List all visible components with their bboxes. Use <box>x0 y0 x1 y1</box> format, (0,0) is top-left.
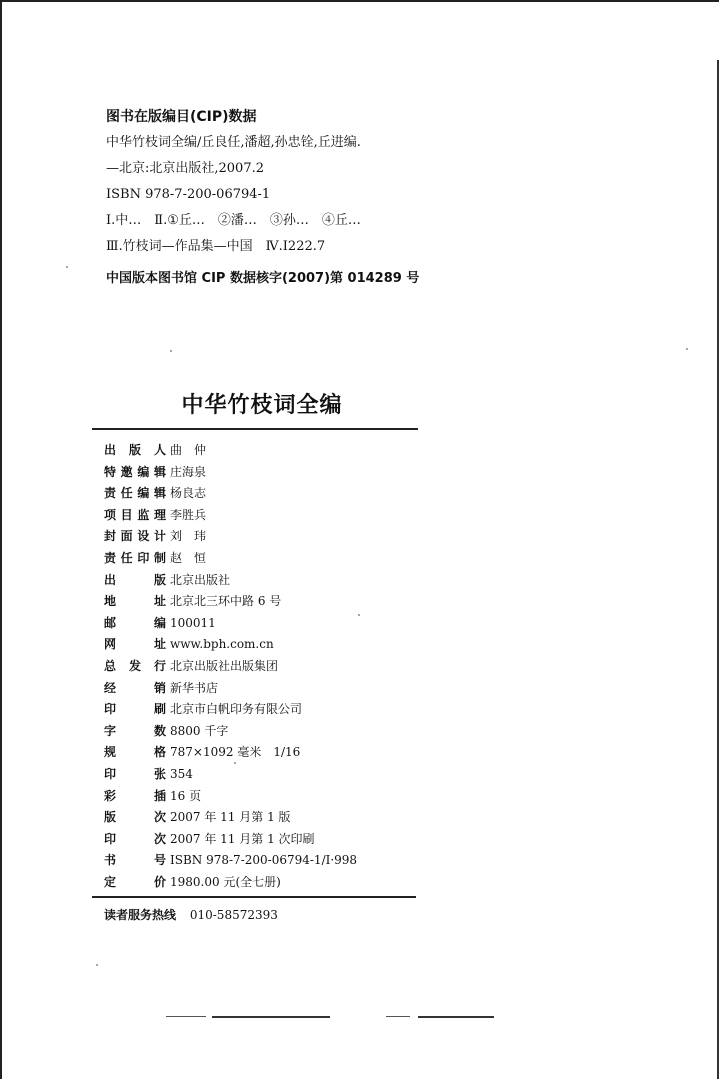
info-row <box>104 764 414 786</box>
info-label: 特 邀 编 辑 <box>104 464 166 479</box>
cip-record-number: 中国版本图书馆 CIP 数据核字(2007)第 014289 号 <box>106 271 420 286</box>
page-edge-top <box>0 0 719 2</box>
scan-speck <box>234 762 236 764</box>
scan-dash <box>212 1016 330 1018</box>
info-label: 定 价 <box>104 874 166 889</box>
info-value: 北京市白帆印务有限公司 <box>170 702 303 717</box>
info-label: 项 目 监 理 <box>104 507 166 522</box>
info-row <box>104 807 414 829</box>
info-row <box>104 570 414 592</box>
info-row <box>104 850 414 872</box>
info-value: 刘 玮 <box>170 529 207 544</box>
info-value: 2007 年 11 月第 1 版 <box>170 810 291 825</box>
info-value: 2007 年 11 月第 1 次印刷 <box>170 831 315 846</box>
info-row <box>104 462 414 484</box>
info-row <box>104 742 414 764</box>
scan-dash <box>418 1016 494 1018</box>
page-edge-left <box>0 0 2 1079</box>
scan-speck <box>358 614 360 616</box>
info-value: 新华书店 <box>170 680 219 695</box>
cip-block <box>106 104 466 292</box>
info-label: 出 版 人 <box>104 443 166 457</box>
info-row <box>104 591 414 613</box>
cip-line-isbn: ISBN 978-7-200-06794-1 <box>106 187 271 202</box>
info-row <box>104 505 414 527</box>
publication-info-table <box>104 440 414 893</box>
scan-dash <box>166 1016 206 1017</box>
info-label: 地 址 <box>104 594 166 609</box>
info-label: 字 数 <box>104 723 166 738</box>
info-row <box>104 721 414 743</box>
info-label: 印 刷 <box>104 702 166 717</box>
scan-speck <box>170 350 172 352</box>
info-value: 赵 恒 <box>170 550 207 565</box>
info-row <box>104 526 414 548</box>
info-label: 网 址 <box>104 637 166 652</box>
info-value: 787×1092 毫米 1/16 <box>170 745 301 760</box>
info-row <box>104 634 414 656</box>
info-value: 北京出版社 <box>170 572 231 587</box>
info-value: 100011 <box>170 615 216 630</box>
reader-hotline <box>104 906 278 923</box>
info-label: 版 次 <box>104 810 166 825</box>
info-value: 李胜兵 <box>170 507 207 522</box>
info-value: 北京北三环中路 6 号 <box>170 594 282 609</box>
info-label: 邮 编 <box>104 615 166 630</box>
info-row <box>104 548 414 570</box>
info-row <box>104 613 414 635</box>
info-label: 出 版 <box>104 572 166 587</box>
cip-line-editors: 中华竹枝词全编/丘良任,潘超,孙忠铨,丘进编. <box>106 135 361 150</box>
info-value: 16 页 <box>170 788 202 803</box>
info-label: 印 次 <box>104 831 166 846</box>
info-row <box>104 872 414 894</box>
info-label: 经 销 <box>104 680 166 695</box>
book-title: 中华竹枝词全编 <box>181 393 343 418</box>
info-label: 规 格 <box>104 745 166 760</box>
cip-line-index-1: Ⅰ.中… Ⅱ.①丘… ②潘… ③孙… ④丘… <box>106 213 361 228</box>
info-value: 8800 千字 <box>170 723 229 738</box>
info-value: 北京出版社出版集团 <box>170 658 279 673</box>
info-value: 杨良志 <box>170 486 207 501</box>
info-row <box>104 829 414 851</box>
info-value: 曲 仲 <box>170 443 207 457</box>
info-row <box>104 699 414 721</box>
info-value: ISBN 978-7-200-06794-1/I·998 <box>170 853 358 868</box>
hotline-label: 读者服务热线 <box>104 908 177 922</box>
info-value: 庄海泉 <box>170 464 207 479</box>
scan-speck <box>66 266 68 268</box>
info-label: 责 任 编 辑 <box>104 486 166 501</box>
scan-dash <box>386 1016 410 1017</box>
info-label: 责 任 印 制 <box>104 550 166 565</box>
top-rule <box>92 428 418 430</box>
info-value: www.bph.com.cn <box>170 637 274 652</box>
scan-speck <box>686 348 688 350</box>
info-row <box>104 656 414 678</box>
info-row <box>104 678 414 700</box>
info-row <box>104 483 414 505</box>
info-label: 封 面 设 计 <box>104 529 166 544</box>
cip-line-index-2: Ⅲ.竹枝词—作品集—中国 Ⅳ.I222.7 <box>106 239 326 254</box>
cip-line-publisher: —北京:北京出版社,2007.2 <box>106 161 264 176</box>
info-value: 1980.00 元(全七册) <box>170 874 281 889</box>
info-label: 总 发 行 <box>104 658 166 673</box>
info-row <box>104 440 414 462</box>
info-label: 彩 插 <box>104 788 166 803</box>
info-label: 书 号 <box>104 853 166 868</box>
cip-title: 图书在版编目(CIP)数据 <box>106 109 257 125</box>
info-value: 354 <box>170 766 193 781</box>
info-label: 印 张 <box>104 766 166 781</box>
info-row <box>104 786 414 808</box>
hotline-value: 010-58572393 <box>189 908 278 922</box>
scan-speck <box>96 964 98 966</box>
bottom-rule <box>92 896 416 898</box>
